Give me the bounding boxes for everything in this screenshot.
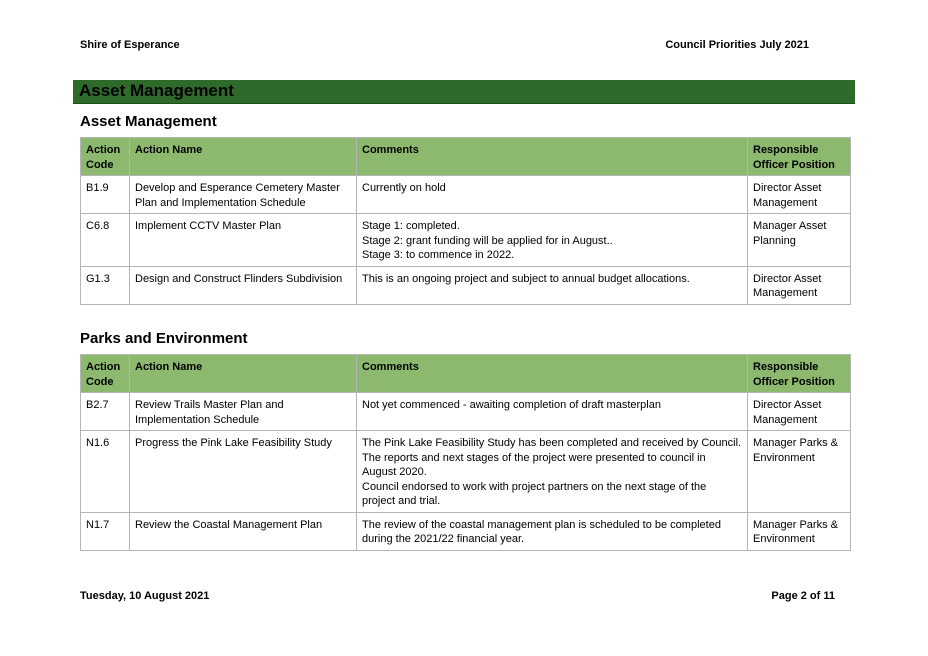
responsible-officer: Manager Parks & Environment [748,512,851,550]
col-header-comments: Comments [357,355,748,393]
banner-title: Asset Management [79,81,234,100]
header-organization: Shire of Esperance [80,39,180,51]
table-row [81,176,851,214]
responsible-officer: Director Asset Management [748,393,851,431]
comment-line: The Pink Lake Feasibility Study has been completed and received by Council. The reports and next stages of the project were presented to council in August 2020. [362,437,742,478]
action-name: Develop and Esperance Cemetery Master Plan and Implementation Schedule [130,176,357,214]
responsible-officer: Manager Parks & Environment [748,431,851,513]
col-header-officer: Responsible Officer Position [748,355,851,393]
table-row [81,393,851,431]
col-header-action-code: Action Code [81,355,130,393]
action-name: Review the Coastal Management Plan [130,512,357,550]
comments [357,176,748,214]
col-header-action-name: Action Name [130,138,357,176]
action-name: Review Trails Master Plan and Implementation Schedule [130,393,357,431]
section-title-parks-environment: Parks and Environment [80,330,248,347]
comments [357,393,748,431]
table-row [81,431,851,513]
comment-line: This is an ongoing project and subject to annual budget allocations. [362,272,690,285]
action-name: Progress the Pink Lake Feasibility Study [130,431,357,513]
comments [357,266,748,304]
col-header-action-code: Action Code [81,138,130,176]
table-header-row [81,138,851,176]
comments [357,512,748,550]
responsible-officer: Director Asset Management [748,176,851,214]
section-banner [73,80,855,104]
comment-line: Council endorsed to work with project partners on the next stage of the project and trial. [362,480,707,507]
parks-environment-table [80,354,851,551]
table-row [81,266,851,304]
footer-date: Tuesday, 10 August 2021 [80,590,210,602]
action-code: N1.6 [81,431,130,513]
comments [357,214,748,267]
action-code: B2.7 [81,393,130,431]
table-header-row [81,355,851,393]
action-code: G1.3 [81,266,130,304]
action-code: B1.9 [81,176,130,214]
comments [357,431,748,513]
table-row [81,214,851,267]
col-header-action-name: Action Name [130,355,357,393]
responsible-officer: Manager Asset Planning [748,214,851,267]
col-header-officer: Responsible Officer Position [748,138,851,176]
section-title-asset-management: Asset Management [80,113,217,130]
table-row [81,512,851,550]
responsible-officer: Director Asset Management [748,266,851,304]
comment-line: Currently on hold [362,182,446,194]
action-code: N1.7 [81,512,130,550]
action-name: Design and Construct Flinders Subdivision [130,266,357,304]
comment-line: Stage 1: completed. [362,220,460,232]
asset-management-table [80,137,851,305]
footer-page-number: Page 2 of 11 [771,590,835,602]
comment-line: Stage 3: to commence in 2022. [362,249,515,261]
action-code: C6.8 [81,214,130,267]
action-name: Implement CCTV Master Plan [130,214,357,267]
comment-line: The review of the coastal management plan is scheduled to be completed during the 2021/22 financial year. [362,518,721,545]
comment-line: Not yet commenced - awaiting completion of draft masterplan [362,399,661,411]
header-report-title: Council Priorities July 2021 [665,39,809,51]
comment-line: Stage 2: grant funding will be applied for in August.. [362,234,613,247]
col-header-comments: Comments [357,138,748,176]
